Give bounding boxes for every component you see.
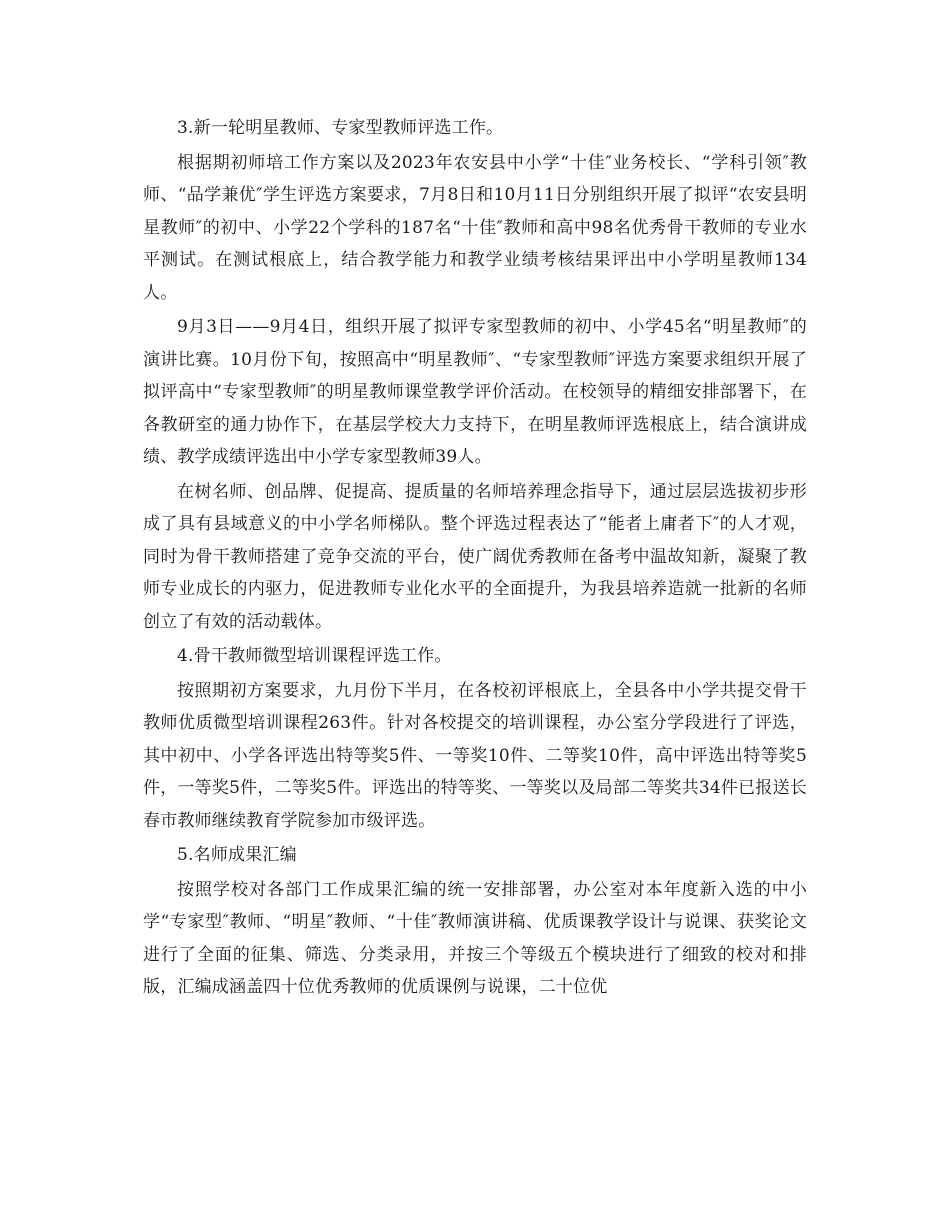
section-heading-5: 5.名师成果汇编 [177,845,297,865]
paragraph: 按照期初方案要求，九月份下半月，在各校初评根底上，全县各中小学共提交骨干教师优质微型培训课程263件。针对各校提交的培训课程，办公室分学段进行了评选，其中初中、小学各评选出特等奖5件、一等奖10件、二等奖10件，高中评选出特等奖5件，一等奖5件，二等奖5件。评选出的特等奖、一等奖以及局部二等奖共34件已报送长春市教师继续教育学院参加市级评选。 [143,680,807,831]
paragraph: 按照学校对各部门工作成果汇编的统一安排部署，办公室对本年度新入选的中小学“专家型″教师、“明星″教师、“十佳″教师演讲稿、优质课教学设计与说课、获奖论文进行了全面的征集、筛选、分类录用，并按三个等级五个模块进行了细致的校对和排版，汇编成涵盖四十位优秀教师的优质课例与说课，二十位优 [143,879,807,997]
document-body [143,112,807,1006]
paragraph: 9月3日——9月4日，组织开展了拟评专家型教师的初中、小学45名“明星教师″的演讲比赛。10月份下旬，按照高中“明星教师″、“专家型教师″评选方案要求组织开展了拟评高中“专家型教师″的明星教师课堂教学评价活动。在校领导的精细安排部署下，在各教研室的通力协作下，在基层学校大力支持下，在明星教师评选根底上，结合演讲成绩、教学成绩评选出中小学专家型教师39人。 [143,317,807,467]
section-heading-3: 3.新一轮明星教师、专家型教师评选工作。 [177,118,504,138]
paragraph: 根据期初师培工作方案以及2023年农安县中小学“十佳″业务校长、“学科引领″教师、“品学兼优″学生评选方案要求，7月8日和10月11日分别组织开展了拟评“农安县明星教师″的初中、小学22个学科的187名“十佳″教师和高中98名优秀骨干教师的专业水平测试。在测试根底上，结合教学能力和教学业绩考核结果评出中小学明星教师134人。 [143,152,807,303]
section-heading-4: 4.骨干教师微型培训课程评选工作。 [177,646,452,666]
paragraph: 在树名师、创品牌、促提高、提质量的名师培养理念指导下，通过层层选拔初步形成了具有县域意义的中小学名师梯队。整个评选过程表达了“能者上庸者下″的人才观，同时为骨干教师搭建了竞争交流的平台，使广阔优秀教师在备考中温故知新，凝聚了教师专业成长的内驱力，促进教师专业化水平的全面提升，为我县培养造就一批新的名师创立了有效的活动载体。 [143,481,807,632]
